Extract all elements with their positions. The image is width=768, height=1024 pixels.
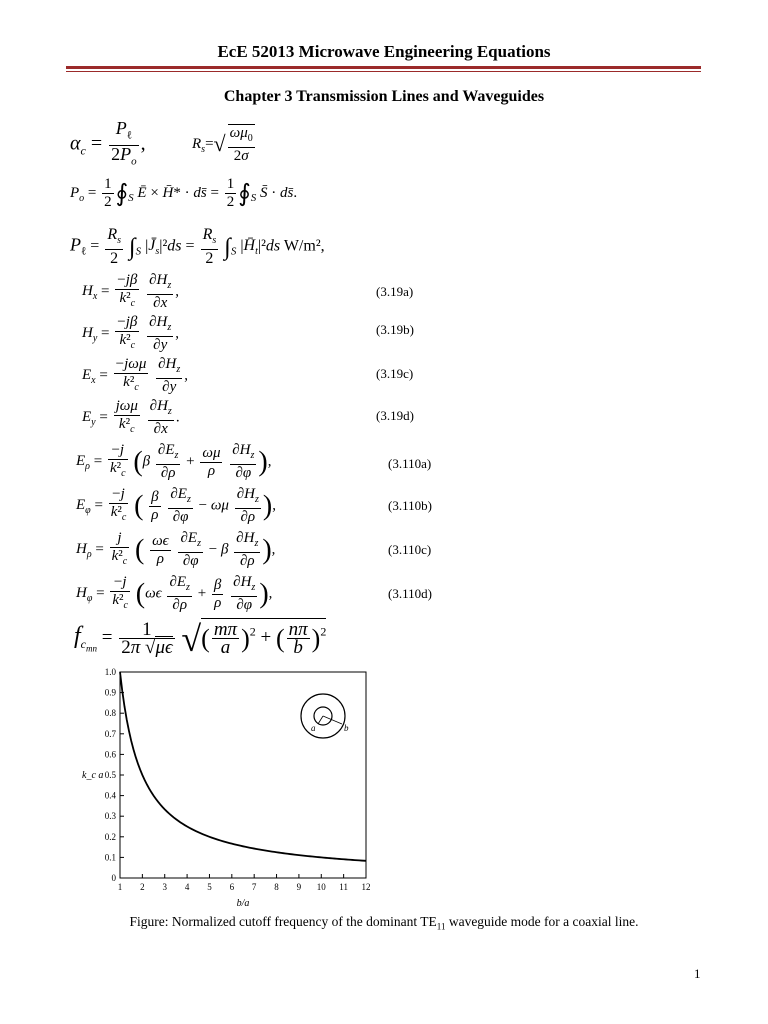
equation-number: (3.19a) <box>376 284 414 299</box>
y-tick-label: 0.7 <box>104 728 116 739</box>
x-tick-label: 8 <box>274 882 279 892</box>
y-tick-label: 0.6 <box>104 749 116 760</box>
equation-rs: $R_s=√$ $\frac{\omega\mu_0}{2\sigma}$ <box>192 125 253 164</box>
y-tick-label: 0 <box>111 873 116 883</box>
x-axis-label: b/a <box>236 898 250 909</box>
equation-hrho: $H_\rho$ = $\frac{j}{k^2_c}$ ( $\frac{\omega\epsilon}{\rho}$ $\frac{\partial E_z}{\partial\varphi}$ − β $\frac{\partial H_z}{\partial\rho}$ ), <box>76 530 276 569</box>
x-tick-label: 7 <box>251 882 257 892</box>
y-axis-label: k_c a <box>82 770 104 781</box>
equation-hphi: $H_\varphi$ = $\frac{-j}{k^2_c}$ (ωϵ $\frac{\partial E_z}{\partial\rho}$ + $\frac{\beta}{\rho}$ $\frac{\partial H_z}{\partial\varphi}$ ), <box>76 574 273 613</box>
inner-radius-label: a <box>311 723 316 733</box>
equation-number: (3.110a) <box>388 456 432 471</box>
y-tick-label: 0.1 <box>104 852 116 863</box>
equation-number: (3.110b) <box>388 498 432 513</box>
equation-number: (3.110d) <box>388 586 432 601</box>
equation-number: (3.110c) <box>388 542 432 557</box>
chapter-title: Chapter 3 Transmission Lines and Waveguides <box>223 88 545 105</box>
equation-number: (3.19d) <box>376 408 414 423</box>
equation-fc: $f_{c_{mn}}$ = $\frac{1}{2\pi √\mu\epsilon}$ √( $\frac{m\pi}{a}$ )$^2$ + ( $\frac{n\pi}{b}$ )$^2$ <box>74 619 327 659</box>
coax-inset <box>301 694 349 738</box>
figure-caption: Figure: Normalized cutoff frequency of the dominant $TE_{11}$ waveguide mode for a coaxial line. <box>129 914 639 932</box>
equation-ey: $E_y$ = $\frac{\text{jωμ}}{k^2_c}$ $\frac{\partial H_z}{\partial x}$ . <box>82 398 180 437</box>
y-tick-label: 0.5 <box>104 770 116 780</box>
y-tick-label: 1.0 <box>104 667 116 677</box>
header-rule-thin <box>66 71 701 72</box>
equation-hy: $H_y$ = $\frac{-j\beta}{k^2_c}$ $\frac{\partial H_z}{\partial y}$ , <box>82 314 180 353</box>
x-tick-label: 5 <box>207 882 212 892</box>
equation-erho: $E_\rho$ = $\frac{-j}{k^2_c}$ (β $\frac{\partial E_z}{\partial\rho}$ + $\frac{\omega\mu}{\rho}$ $\frac{\partial H_z}{\partial\varphi}$ ), <box>76 442 272 481</box>
equation-pl: $P_\ell$ = $\frac{R_s}{2}$ $\int_S$ $|J̄_s|^2ds$ = $\frac{R_s}{2}$ $\int_S$ $|H̄_t|^2ds$ W/m², <box>70 226 325 268</box>
equation-ephi: $E_\varphi$ = $\frac{-j}{k^2_c}$ ( $\frac{\beta}{\rho}$ $\frac{\partial E_z}{\partial\varphi}$ − ωμ $\frac{\partial H_z}{\partial\rho}$ ), <box>76 486 276 525</box>
page-number: 1 <box>694 966 701 981</box>
outer-radius-label: b <box>344 723 349 733</box>
document-title: EcE 52013 Microwave Engineering Equations <box>217 42 551 61</box>
x-tick-label: 1 <box>117 882 123 892</box>
y-tick-label: 0.4 <box>104 790 116 801</box>
unit-label: W/m <box>283 237 316 255</box>
x-tick-label: 4 <box>184 882 190 892</box>
y-tick-label: 0.8 <box>104 708 116 719</box>
equation-alpha-c: $\alpha_c$ = $\frac{P_\ell}{2P_o}$ , <box>70 118 146 168</box>
x-tick-label: 11 <box>339 882 348 892</box>
y-tick-label: 0.2 <box>104 831 116 842</box>
cutoff-frequency-chart <box>76 664 386 910</box>
equation-number: (3.19c) <box>376 366 414 381</box>
series-line <box>120 672 366 861</box>
equation-hx: $H_x$ = $\frac{-j\beta}{k^2_c}$ $\frac{\partial H_z}{\partial x}$ , <box>82 272 180 311</box>
equation-ex: $E_x$ = $\frac{\text{−jωμ}}{k^2_c}$ $\frac{\partial H_z}{\partial y}$ , <box>82 356 189 395</box>
x-tick-label: 3 <box>162 882 167 892</box>
x-tick-label: 10 <box>316 882 326 892</box>
equation-number: (3.19b) <box>376 322 414 337</box>
y-tick-label: 0.3 <box>104 811 116 822</box>
x-tick-label: 6 <box>229 882 235 892</box>
header-rule-thick <box>66 66 701 69</box>
equation-po: $P_o$ = $\frac{1}{2}$ $∮_S$ Ē × H̄* · ds̄ = $\frac{1}{2}$ $∮_S$ S̄ · ds̄. <box>70 176 298 210</box>
x-tick-label: 12 <box>361 882 371 892</box>
x-tick-label: 2 <box>140 882 145 892</box>
y-tick-label: 0.9 <box>104 687 116 698</box>
x-tick-label: 9 <box>296 882 302 892</box>
